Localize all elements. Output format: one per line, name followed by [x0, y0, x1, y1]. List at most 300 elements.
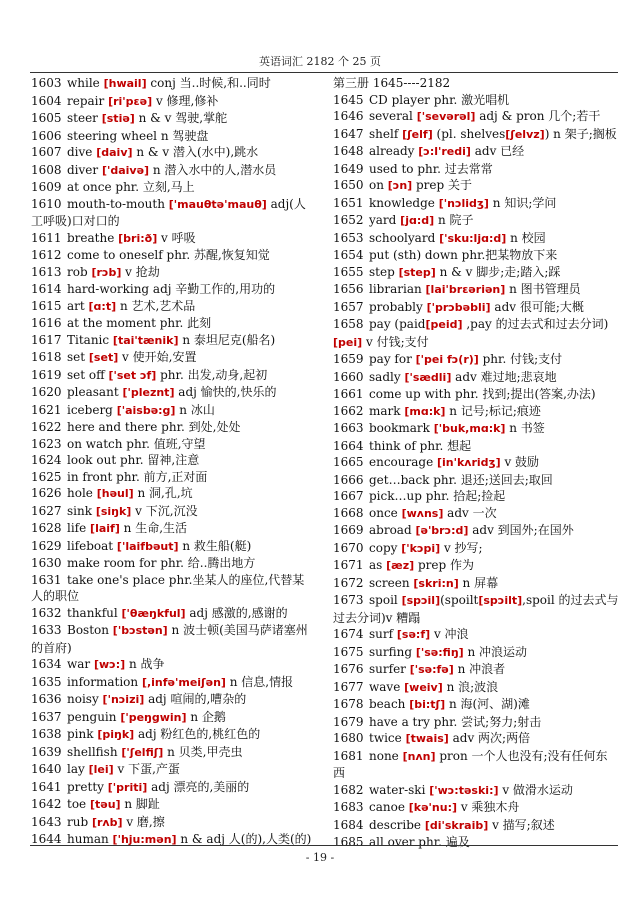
entry-number: 1668 — [333, 505, 364, 520]
vocab-entry — [333, 472, 619, 489]
vocab-entry — [31, 744, 313, 762]
entry-phonetic: [təu] — [89, 798, 121, 811]
entry-phonetic: [kə'nu:] — [408, 801, 458, 814]
entry-headword: Titanic — [67, 332, 113, 347]
entry-headword: repair — [67, 93, 109, 108]
vocab-entry — [31, 196, 313, 230]
entry-definition: n 信息,情报 — [225, 674, 294, 689]
entry-headword: pick…up phr. 拾起;捡起 — [369, 489, 506, 503]
entry-number: 1650 — [333, 178, 364, 192]
entry-definition: ) n 架子;搁板 — [544, 126, 617, 141]
entry-phonetic: ['aisbə:g] — [116, 403, 176, 417]
entry-number: 1662 — [333, 403, 364, 418]
entry-definition: n 潜入水中的人,潜水员 — [149, 162, 277, 177]
entry-number: 1642 — [31, 797, 62, 811]
vocab-entry — [31, 622, 313, 656]
vocab-entry — [333, 369, 619, 387]
entry-definition: n 校园 — [506, 230, 546, 245]
entry-number: 1673 — [333, 593, 364, 607]
entry-number: 1610 — [31, 196, 62, 211]
entry-definition: n 浪;波浪 — [442, 679, 499, 694]
vocab-entry — [31, 761, 313, 779]
vocab-entry — [333, 143, 619, 161]
entry-phonetic: [lei] — [88, 763, 114, 776]
entry-number: 1661 — [333, 387, 364, 401]
entry-headword: already — [369, 144, 419, 158]
entry-number: 1648 — [333, 144, 364, 158]
entry-number: 第三册 — [333, 76, 370, 90]
left-column — [31, 75, 313, 849]
entry-number: 1628 — [31, 521, 62, 535]
entry-phonetic: [mɑ:k] — [404, 404, 446, 418]
header-rule — [30, 72, 618, 73]
entry-definition: n & v 脚步;走;踏入;踩 — [435, 264, 561, 279]
entry-number: 1630 — [31, 556, 62, 570]
entry-definition: v 付钱;支付 — [362, 334, 429, 349]
entry-headword: 1645----2182 — [369, 76, 451, 90]
entry-headword: probably — [369, 299, 427, 314]
entry-number: 1663 — [333, 421, 364, 435]
entry-definition: n 脚趾 — [120, 797, 160, 811]
entry-definition: phr. 付钱;支付 — [478, 352, 563, 366]
entry-phonetic: ['priti] — [107, 780, 148, 794]
vocab-entry — [31, 709, 313, 727]
entry-phonetic: [lai'brɛəriən] — [425, 283, 506, 296]
vocab-entry — [31, 75, 313, 93]
vocab-entry — [333, 540, 619, 558]
entry-headword: knowledge — [369, 195, 439, 210]
vocab-entry — [333, 108, 619, 126]
footer-rule — [30, 845, 618, 846]
entry-headword: information — [67, 674, 142, 689]
vocab-entry — [333, 626, 619, 644]
entry-headword: lifeboat — [67, 538, 117, 553]
entry-phonetic: [pei] — [333, 335, 363, 349]
entry-headword: at the moment phr. 此刻 — [67, 316, 212, 330]
entry-definition: n & v 驾驶,掌舵 — [134, 111, 228, 125]
entry-headword: come up with phr. 找到;提出(答案,办法) — [369, 387, 596, 401]
entry-headword: set off — [67, 367, 109, 382]
entry-number: 1636 — [31, 692, 62, 706]
entry-number: 1664 — [333, 438, 364, 453]
vocab-entry — [333, 575, 619, 593]
entry-headword: twice — [369, 731, 406, 745]
entry-number: 1623 — [31, 436, 62, 451]
entry-headword: wave — [369, 679, 405, 694]
vocab-entry — [333, 247, 619, 264]
entry-number: 1681 — [333, 748, 364, 763]
entry-number: 1683 — [333, 800, 364, 814]
entry-phonetic: [ri'pɛə] — [108, 94, 153, 108]
entry-headword: lay — [67, 762, 89, 776]
entry-number: 1669 — [333, 523, 364, 537]
entry-number: 1632 — [31, 605, 62, 620]
entry-number: 1631 — [31, 572, 62, 587]
entry-definition: v 描写;叙述 — [488, 817, 555, 832]
entry-headword: on — [369, 178, 388, 192]
vocab-entry — [333, 557, 619, 575]
entry-number: 1644 — [31, 832, 62, 846]
entry-phonetic: ['nɔizi] — [102, 693, 145, 706]
entry-number: 1672 — [333, 575, 364, 590]
entry-phonetic: [in'kʌridʒ] — [437, 456, 501, 469]
entry-number: 1659 — [333, 352, 364, 366]
entry-definition: prep 关于 — [412, 178, 473, 192]
entry-definition: n 洞,孔,坑 — [133, 486, 193, 500]
entry-number: 1666 — [333, 472, 364, 487]
entry-phonetic: [step] — [398, 265, 436, 279]
entry-definition: ,spoil 的过去式与过去分词)v 糟蹋 — [333, 593, 619, 625]
vocab-entry — [31, 93, 313, 111]
vocab-entry — [31, 315, 313, 332]
entry-headword: mark — [369, 403, 405, 418]
entry-headword: breathe — [67, 230, 119, 245]
entry-definition: n 屏幕 — [458, 575, 499, 590]
entry-headword: war — [67, 657, 94, 671]
entry-phonetic: [bri:ð] — [118, 231, 158, 245]
entry-definition: v 做滑水运动 — [498, 782, 573, 797]
entry-number: 1637 — [31, 709, 62, 724]
entry-number: 1657 — [333, 299, 364, 314]
entry-headword: pleasant — [67, 385, 123, 399]
entry-number: 1609 — [31, 180, 62, 194]
entry-number: 1638 — [31, 727, 62, 741]
entry-number: 1608 — [31, 162, 62, 177]
entry-definition: n 战争 — [125, 657, 165, 671]
entry-headword: used to phr. 过去常常 — [369, 161, 493, 176]
entry-headword: noisy — [67, 692, 103, 706]
entry-definition: n 企鹅 — [186, 709, 226, 724]
vocab-entry — [333, 454, 619, 472]
entry-phonetic: [sə:f] — [396, 628, 431, 641]
entry-number: 1684 — [333, 817, 364, 832]
entry-definition: n 生命,生活 — [119, 521, 188, 535]
entry-definition: (spoilt — [440, 593, 479, 607]
entry-phonetic: [di'skraib] — [424, 818, 489, 832]
entry-phonetic: ['hju:mən] — [112, 833, 177, 846]
vocab-entry — [333, 817, 619, 835]
entry-headword: encourage — [369, 455, 437, 469]
entry-definition: n 冰山 — [175, 402, 215, 417]
entry-phonetic: [stiə] — [101, 112, 135, 125]
entry-phonetic: [rɔb] — [91, 265, 122, 279]
entry-headword: schoolyard — [369, 230, 440, 245]
entry-phonetic: [ɔ:l'redi] — [418, 145, 471, 158]
entry-headword: toe — [67, 797, 90, 811]
vocab-entry — [333, 505, 619, 523]
entry-phonetic: ['daivə] — [101, 163, 150, 177]
vocab-entry — [31, 436, 313, 453]
entry-headword: surfer — [369, 662, 410, 676]
entry-number: 1605 — [31, 111, 62, 125]
entry-definition: ,pay 的过去式和过去分词) — [462, 317, 609, 331]
vocab-entry — [31, 247, 313, 264]
entry-number: 1667 — [333, 489, 364, 503]
vocab-entry — [31, 555, 313, 572]
entry-phonetic: [spɔilt] — [478, 594, 523, 607]
entry-number: 1678 — [333, 697, 364, 711]
entry-number: 1680 — [333, 731, 364, 745]
entry-number: 1603 — [31, 76, 62, 90]
entry-number: 1652 — [333, 213, 364, 227]
entry-headword: pay for — [369, 352, 416, 366]
entry-definition: v 抄写; — [440, 540, 483, 555]
vocab-entry — [333, 281, 619, 299]
entry-headword: steer — [67, 111, 102, 125]
entry-number: 1656 — [333, 282, 364, 296]
entry-headword: set — [67, 350, 89, 364]
entry-definition: v 抢劫 — [121, 264, 160, 279]
entry-number: 1643 — [31, 814, 62, 829]
entry-headword: iceberg — [67, 402, 117, 417]
vocab-entry — [333, 386, 619, 403]
vocab-entry — [333, 92, 619, 109]
vocab-entry — [333, 730, 619, 748]
entry-headword: Boston — [67, 623, 113, 637]
entry-definition: v 鼓励 — [500, 455, 540, 469]
entry-definition: v 下蛋,产蛋 — [113, 762, 180, 776]
vocab-entry — [31, 796, 313, 814]
entry-headword: beach — [369, 697, 410, 711]
vocab-entry — [31, 503, 313, 521]
entry-phonetic: [ə'brɔ:d] — [415, 524, 469, 537]
entry-definition: adj 漂亮的,美丽的 — [147, 779, 250, 794]
entry-phonetic: [piŋk] — [97, 728, 135, 741]
entry-headword: screen — [369, 575, 414, 590]
entry-headword: spoil — [369, 593, 402, 607]
entry-headword: sadly — [369, 369, 405, 384]
entry-definition: v 修理,修补 — [152, 93, 219, 108]
entry-number: 1655 — [333, 264, 364, 279]
entry-number: 1613 — [31, 264, 62, 279]
entry-headword: copy — [369, 540, 402, 555]
entry-phonetic: ['bɔstən] — [112, 624, 168, 637]
entry-definition: n 波士顿(美国马萨诸塞州的首府) — [31, 623, 308, 655]
entry-headword: mouth-to-mouth — [67, 196, 169, 211]
vocab-entry — [31, 674, 313, 692]
entry-number: 1646 — [333, 109, 364, 123]
entry-phonetic: [ɔn] — [387, 179, 413, 192]
vocab-entry — [31, 814, 313, 832]
entry-number: 1618 — [31, 350, 62, 364]
entry-phonetic: [weiv] — [404, 680, 443, 694]
vocab-entry — [31, 452, 313, 469]
entry-phonetic: ['prɔbəbli] — [426, 300, 491, 314]
entry-definition: n & adj 人(的),人类(的) — [176, 832, 312, 846]
vocab-entry — [333, 438, 619, 455]
entry-definition: n 记号;标记;痕迹 — [445, 403, 541, 418]
entry-headword: as — [369, 558, 387, 572]
entry-headword: at once phr. 立刻,马上 — [67, 180, 195, 194]
entry-definition: adv 一次 — [443, 505, 497, 520]
entry-headword: think of phr. 想起 — [369, 438, 472, 453]
entry-number: 1640 — [31, 762, 62, 776]
entry-phonetic: ['θæŋkful] — [121, 606, 186, 620]
entry-phonetic: ['wɔ:təski:] — [429, 783, 499, 797]
vocab-entry — [31, 110, 313, 128]
entry-phonetic: ['set ɔf] — [108, 368, 157, 382]
entry-phonetic: ['ʃelfiʃ] — [121, 745, 164, 759]
entry-number: 1665 — [333, 455, 364, 469]
entry-number: 1621 — [31, 402, 62, 417]
entry-number: 1616 — [31, 316, 62, 330]
entry-headword: sink — [67, 503, 96, 518]
vocab-entry — [333, 696, 619, 714]
entry-number: 1674 — [333, 627, 364, 641]
entry-headword: diver — [67, 162, 102, 177]
vocab-entry — [333, 661, 619, 679]
entry-phonetic: [,infə'meiʃən] — [141, 675, 226, 689]
entry-headword: abroad — [369, 523, 416, 537]
vocab-entry — [31, 128, 313, 145]
entry-number: 1660 — [333, 369, 364, 384]
entry-phonetic: [jɑ:d] — [400, 214, 435, 227]
entry-definition: adj(人工呼吸)口对口的 — [31, 196, 306, 228]
vocab-entry — [31, 332, 313, 350]
entry-definition: adj 粉红色的,桃红色的 — [134, 727, 261, 741]
entry-definition: (pl. shelves — [432, 126, 506, 141]
entry-definition: v 使开始,安置 — [118, 350, 197, 364]
vocab-entry — [31, 264, 313, 282]
entry-definition: adv 到国外;在国外 — [468, 523, 574, 537]
vocab-entry — [31, 384, 313, 402]
entry-definition: adj 喧闹的,嘈杂的 — [144, 692, 247, 706]
vocab-entry — [31, 419, 313, 436]
entry-number: 1611 — [31, 230, 62, 245]
entry-headword: librarian — [369, 282, 426, 296]
vocab-entry — [31, 572, 313, 605]
vocab-entry — [333, 420, 619, 438]
vocab-entry — [31, 538, 313, 556]
entry-headword: surfing — [369, 644, 416, 659]
entry-definition: conj 当..时候,和..同时 — [146, 76, 271, 90]
entry-headword: put (sth) down phr.把某物放下来 — [369, 248, 558, 262]
entry-definition: n 院子 — [434, 213, 474, 227]
entry-number: 1619 — [31, 367, 62, 382]
entry-headword: dive — [67, 145, 97, 159]
vocab-entry — [333, 299, 619, 317]
entry-phonetic: [skri:n] — [413, 576, 459, 590]
entry-definition: n & v 潜入(水中),跳水 — [132, 145, 259, 159]
entry-number: 1676 — [333, 662, 364, 676]
entry-phonetic: [daiv] — [96, 146, 133, 159]
entry-phonetic: [ɑ:t] — [88, 299, 117, 313]
vocab-entry — [31, 281, 313, 298]
page-footer: - 19 - — [305, 851, 335, 864]
vocab-entry — [31, 402, 313, 420]
entry-headword: shellfish — [67, 744, 122, 759]
entry-phonetic: [wɔ:] — [93, 658, 126, 671]
entry-headword: while — [67, 76, 104, 90]
entry-definition: v 冲浪 — [430, 627, 469, 641]
entry-number: 1645 — [333, 92, 364, 107]
vocab-entry — [333, 212, 619, 230]
entry-number: 1677 — [333, 679, 364, 694]
entry-definition: phr. 出发,动身,起初 — [156, 367, 268, 382]
vocab-entry — [31, 520, 313, 538]
vocab-entry — [31, 779, 313, 797]
entry-number: 1606 — [31, 128, 62, 143]
entry-phonetic: [wʌns] — [401, 506, 444, 520]
vocab-entry — [31, 367, 313, 385]
vocab-entry — [333, 592, 619, 626]
entry-phonetic: [rʌb] — [91, 815, 123, 829]
entry-definition: prep 作为 — [414, 558, 474, 572]
entry-definition: adj & pron 几个;若干 — [475, 109, 601, 123]
entry-headword: here and there phr. 到处,处处 — [67, 420, 241, 434]
entry-definition: n 冲浪运动 — [463, 644, 528, 659]
entry-definition: v 乘独木舟 — [457, 800, 520, 814]
entry-phonetic: [æz] — [386, 559, 415, 572]
entry-number: 1651 — [333, 195, 364, 210]
entry-headword: make room for phr. 给..腾出地方 — [67, 556, 256, 570]
vocab-entry — [333, 522, 619, 540]
entry-definition: pron 一个人也没有;没有任何东西 — [333, 748, 608, 780]
entry-headword: art — [67, 298, 89, 313]
entry-headword: water-ski — [369, 782, 430, 797]
entry-headword: look out phr. 留神,注意 — [67, 453, 200, 467]
entry-number: 1635 — [31, 674, 62, 689]
entry-headword: describe — [369, 817, 425, 832]
right-column — [333, 75, 619, 851]
entry-number: 1620 — [31, 385, 62, 399]
vocab-entry — [333, 834, 619, 851]
entry-number: 1624 — [31, 453, 62, 467]
entry-headword: human — [67, 832, 113, 846]
entry-number: 1639 — [31, 744, 62, 759]
entry-phonetic: ['mauθtə'mauθ] — [168, 197, 267, 211]
entry-phonetic: ['nɔlidʒ] — [438, 196, 489, 210]
vocab-entry — [31, 230, 313, 248]
entry-headword: take one's place phr.坐某人的座位,代替某人的职位 — [31, 572, 305, 603]
vocab-entry — [31, 726, 313, 744]
vocab-entry — [31, 485, 313, 503]
entry-headword: none — [369, 748, 403, 763]
entry-number: 1607 — [31, 145, 62, 159]
entry-definition: adv 已经 — [470, 144, 525, 158]
vocab-entry — [333, 126, 619, 144]
entry-phonetic: [peid] — [425, 318, 463, 331]
vocab-entry — [31, 349, 313, 367]
entry-number: 1654 — [333, 248, 364, 262]
entry-definition: n 泰坦尼克(船名) — [178, 332, 276, 347]
entry-definition: n 图书管理员 — [505, 282, 581, 296]
entry-phonetic: [hwail] — [103, 77, 147, 90]
entry-phonetic: [ʃelf] — [402, 127, 433, 141]
entry-phonetic: ['sə:fə] — [409, 663, 454, 676]
entry-phonetic: [spɔil] — [401, 594, 441, 607]
entry-number: 1641 — [31, 779, 62, 794]
entry-headword: pretty — [67, 779, 108, 794]
entry-number: 1649 — [333, 161, 364, 176]
entry-headword: once — [369, 505, 402, 520]
entry-definition: n 知识;学问 — [488, 195, 557, 210]
entry-number: 1670 — [333, 540, 364, 555]
vocab-entry — [31, 656, 313, 674]
entry-phonetic: [nʌn] — [402, 749, 436, 763]
entry-number: 1658 — [333, 317, 364, 331]
entry-headword: come to oneself phr. 苏醒,恢复知觉 — [67, 248, 270, 262]
entry-headword: canoe — [369, 800, 409, 814]
entry-number: 1626 — [31, 486, 62, 500]
entry-headword: hard-working adj 辛勤工作的,用功的 — [67, 282, 276, 296]
entry-phonetic: [laif] — [90, 522, 120, 535]
entry-definition: adv 两次;两倍 — [448, 731, 531, 745]
vocab-entry — [31, 144, 313, 162]
entry-phonetic: ['pleznt] — [122, 386, 175, 399]
entry-number: 1604 — [31, 93, 62, 108]
entry-headword: life — [67, 521, 91, 535]
